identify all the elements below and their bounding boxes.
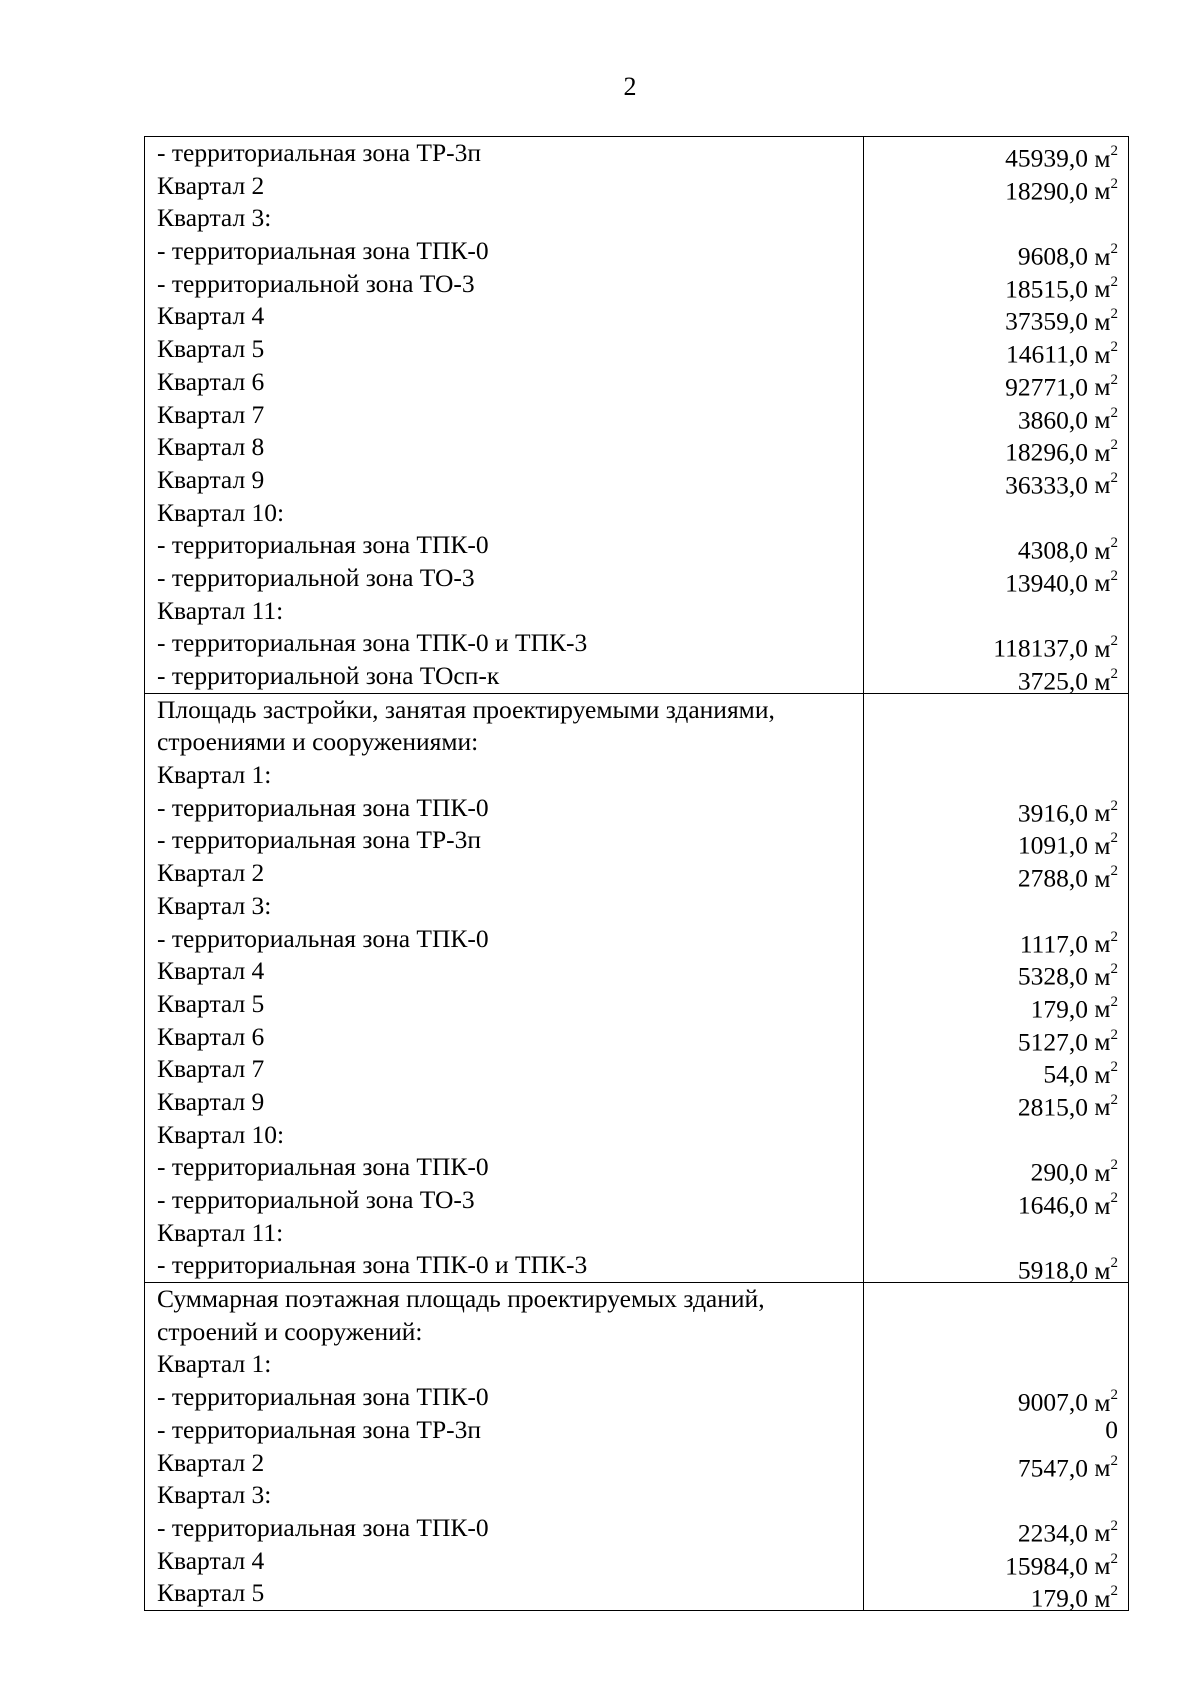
area-unit bbox=[1088, 1092, 1118, 1121]
area-unit bbox=[1088, 340, 1118, 369]
area-unit bbox=[1088, 438, 1118, 467]
area-table-body bbox=[145, 137, 1129, 1611]
row-label: Квартал 3: bbox=[157, 1480, 272, 1510]
row-value bbox=[864, 1512, 1128, 1548]
unit-exponent: 2 bbox=[1110, 1026, 1118, 1043]
unit-symbol: м bbox=[1094, 666, 1111, 696]
unit-symbol: м bbox=[1094, 863, 1111, 893]
row-value bbox=[864, 1283, 1128, 1316]
row-value bbox=[864, 627, 1128, 663]
unit-symbol: м bbox=[1094, 1551, 1111, 1581]
area-unit bbox=[1088, 1191, 1118, 1220]
area-unit bbox=[1088, 962, 1118, 991]
row-label: Квартал 4 bbox=[157, 1545, 265, 1575]
area-unit bbox=[1088, 634, 1118, 663]
row-value bbox=[864, 1053, 1128, 1089]
unit-exponent: 2 bbox=[1110, 567, 1118, 584]
unit-exponent: 2 bbox=[1110, 371, 1118, 388]
unit-symbol: м bbox=[1094, 568, 1111, 598]
unit-symbol: м bbox=[1094, 405, 1111, 434]
area-number: 13940,0 bbox=[1005, 568, 1088, 598]
row-label: - территориальная зона ТПК-0 bbox=[157, 1152, 489, 1182]
unit-symbol: м bbox=[1094, 1453, 1111, 1482]
row-label: Квартал 6 bbox=[157, 1021, 265, 1051]
row-value bbox=[864, 1381, 1128, 1417]
area-unit bbox=[1088, 1518, 1118, 1547]
area-number: 179,0 bbox=[1030, 1583, 1088, 1613]
unit-symbol: м bbox=[1094, 1027, 1111, 1057]
label-cell bbox=[145, 693, 864, 1282]
row-value bbox=[864, 137, 1128, 173]
area-unit bbox=[1088, 1256, 1118, 1285]
area-number: 5328,0 bbox=[1017, 961, 1088, 991]
row-value bbox=[864, 562, 1128, 598]
row-label: - территориальной зона ТО-3 bbox=[157, 1185, 475, 1214]
page-number: 2 bbox=[623, 72, 637, 101]
row-value bbox=[864, 923, 1128, 956]
row-label: - территориальная зона ТПК-0 bbox=[157, 923, 489, 953]
row-label: - территориальная зона ТР-3п bbox=[157, 1414, 482, 1444]
row-label: - территориальная зона ТПК-0 и ТПК-3 bbox=[157, 628, 588, 658]
row-value bbox=[864, 857, 1128, 893]
row-label: Квартал 1: bbox=[157, 760, 272, 790]
area-unit bbox=[1088, 1584, 1118, 1613]
unit-symbol: м bbox=[1094, 830, 1111, 860]
row-value bbox=[864, 333, 1128, 369]
row-value bbox=[864, 726, 1128, 759]
unit-symbol: м bbox=[1094, 241, 1111, 271]
row-label: Квартал 2 bbox=[157, 858, 265, 888]
row-value bbox=[864, 1414, 1128, 1447]
unit-symbol: м bbox=[1094, 798, 1111, 828]
area-unit bbox=[1088, 1027, 1118, 1056]
unit-symbol: м bbox=[1094, 470, 1111, 500]
row-value bbox=[864, 660, 1128, 696]
area-number: 9608,0 bbox=[1017, 241, 1088, 271]
table-section-row bbox=[145, 693, 1129, 1282]
table-section-row bbox=[145, 137, 1129, 694]
unit-exponent: 2 bbox=[1110, 273, 1118, 290]
area-number: 2815,0 bbox=[1017, 1092, 1088, 1122]
row-label: Квартал 8 bbox=[157, 432, 265, 462]
row-label: Квартал 10: bbox=[157, 497, 285, 527]
row-value bbox=[864, 202, 1128, 235]
row-label: строений и сооружений: bbox=[157, 1316, 423, 1346]
area-number: 0 bbox=[1105, 1414, 1118, 1444]
area-unit bbox=[1088, 864, 1118, 893]
row-value bbox=[864, 1151, 1128, 1187]
row-label: - территориальная зона ТПК-0 bbox=[157, 1382, 489, 1412]
unit-symbol: м bbox=[1094, 1059, 1111, 1089]
area-unit bbox=[1088, 568, 1118, 597]
row-label: - территориальная зона ТПК-0 и ТПК-3 bbox=[157, 1250, 588, 1280]
area-unit bbox=[1088, 1158, 1118, 1187]
row-label: - территориальная зона ТПК-0 bbox=[157, 1512, 489, 1542]
row-value bbox=[864, 824, 1128, 860]
area-number: 45939,0 bbox=[1005, 143, 1088, 173]
value-cell bbox=[864, 1283, 1129, 1611]
value-cell bbox=[864, 137, 1129, 694]
row-label: Квартал 3: bbox=[157, 890, 272, 920]
area-number: 2788,0 bbox=[1017, 863, 1088, 893]
unit-exponent: 2 bbox=[1110, 143, 1118, 159]
area-unit bbox=[1088, 1060, 1118, 1089]
area-number: 179,0 bbox=[1030, 994, 1088, 1024]
area-number: 290,0 bbox=[1030, 1157, 1088, 1187]
row-label: - территориальной зона ТОсп-к bbox=[157, 661, 500, 690]
table-section-row bbox=[145, 1283, 1129, 1611]
unit-symbol: м bbox=[1094, 274, 1111, 304]
area-unit bbox=[1088, 667, 1118, 696]
unit-exponent: 2 bbox=[1110, 1190, 1118, 1206]
unit-exponent: 2 bbox=[1110, 928, 1118, 945]
row-label: Квартал 7 bbox=[157, 399, 265, 429]
row-value bbox=[864, 1545, 1128, 1581]
area-number: 3860,0 bbox=[1017, 405, 1088, 434]
row-value bbox=[864, 366, 1128, 402]
row-label: Квартал 6 bbox=[157, 366, 265, 396]
unit-exponent: 2 bbox=[1110, 339, 1118, 356]
unit-symbol: м bbox=[1094, 535, 1111, 565]
row-label: - территориальная зона ТПК-0 bbox=[157, 236, 489, 266]
area-unit bbox=[1088, 1551, 1118, 1580]
area-number: 18515,0 bbox=[1005, 274, 1088, 304]
row-value bbox=[864, 890, 1128, 923]
row-value bbox=[864, 792, 1128, 828]
unit-exponent: 2 bbox=[1110, 633, 1118, 650]
row-value bbox=[864, 431, 1128, 467]
area-unit bbox=[1088, 405, 1118, 434]
area-number: 92771,0 bbox=[1005, 372, 1088, 402]
row-value bbox=[864, 595, 1128, 628]
area-number: 3725,0 bbox=[1017, 666, 1088, 696]
row-value bbox=[864, 235, 1128, 271]
unit-symbol: м bbox=[1094, 994, 1111, 1024]
area-unit bbox=[1088, 372, 1118, 401]
area-number: 18296,0 bbox=[1005, 437, 1088, 467]
row-value bbox=[864, 988, 1128, 1024]
unit-exponent: 2 bbox=[1110, 1091, 1118, 1108]
row-label: Квартал 5 bbox=[157, 1578, 265, 1608]
row-label: Квартал 10: bbox=[157, 1119, 285, 1149]
row-value bbox=[864, 1217, 1128, 1250]
value-cell bbox=[864, 693, 1129, 1285]
unit-exponent: 2 bbox=[1110, 1550, 1118, 1567]
row-label: Квартал 4 bbox=[157, 956, 265, 986]
row-value bbox=[864, 759, 1128, 792]
row-value bbox=[864, 1119, 1128, 1152]
area-unit bbox=[1088, 798, 1118, 827]
row-value bbox=[864, 464, 1128, 500]
area-unit bbox=[1088, 994, 1118, 1023]
unit-symbol: м bbox=[1094, 176, 1111, 206]
unit-exponent: 2 bbox=[1110, 1387, 1118, 1404]
area-unit bbox=[1088, 144, 1118, 173]
row-label: - территориальная зона ТПК-0 bbox=[157, 530, 489, 560]
unit-exponent: 2 bbox=[1110, 1583, 1118, 1600]
area-unit bbox=[1088, 470, 1118, 499]
area-number: 118137,0 bbox=[993, 633, 1088, 663]
row-label: Квартал 5 bbox=[157, 334, 265, 364]
row-value bbox=[864, 1447, 1128, 1480]
row-label: Квартал 1: bbox=[157, 1349, 272, 1379]
row-value bbox=[864, 300, 1128, 336]
row-label: Квартал 7 bbox=[157, 1054, 265, 1084]
label-cell bbox=[145, 1283, 864, 1611]
row-label: Квартал 11: bbox=[157, 1217, 284, 1247]
row-label: - территориальная зона ТПК-0 bbox=[157, 792, 489, 822]
row-label: - территориальной зона ТО-3 bbox=[157, 268, 475, 298]
area-number: 9007,0 bbox=[1017, 1387, 1088, 1417]
unit-exponent: 2 bbox=[1110, 666, 1118, 682]
row-value bbox=[864, 1316, 1128, 1349]
unit-symbol: м bbox=[1094, 633, 1111, 663]
unit-exponent: 2 bbox=[1110, 1059, 1118, 1076]
unit-symbol: м bbox=[1094, 372, 1111, 402]
row-value bbox=[864, 1577, 1128, 1613]
unit-symbol: м bbox=[1094, 143, 1111, 173]
area-number: 1646,0 bbox=[1017, 1190, 1088, 1220]
row-label: Квартал 2 bbox=[157, 170, 265, 200]
unit-exponent: 2 bbox=[1110, 535, 1118, 552]
unit-exponent: 2 bbox=[1110, 1517, 1118, 1534]
unit-symbol: м bbox=[1094, 1255, 1111, 1285]
row-label: Квартал 9 bbox=[157, 1086, 265, 1116]
unit-exponent: 2 bbox=[1110, 797, 1118, 814]
row-value bbox=[864, 694, 1128, 727]
unit-exponent: 2 bbox=[1110, 306, 1118, 323]
row-label: - территориальная зона ТР-3п bbox=[157, 825, 482, 855]
unit-symbol: м bbox=[1094, 929, 1111, 958]
unit-symbol: м bbox=[1094, 437, 1111, 467]
row-label: Квартал 2 bbox=[157, 1447, 265, 1477]
area-number: 1117,0 bbox=[1019, 929, 1088, 958]
unit-exponent: 2 bbox=[1110, 469, 1118, 486]
unit-symbol: м bbox=[1094, 961, 1111, 991]
unit-exponent: 2 bbox=[1110, 404, 1118, 421]
unit-exponent: 2 bbox=[1110, 241, 1118, 258]
row-label: Квартал 3: bbox=[157, 203, 272, 233]
row-value bbox=[864, 1021, 1128, 1057]
unit-symbol: м bbox=[1094, 1157, 1111, 1187]
area-unit bbox=[1088, 831, 1118, 860]
area-number: 15984,0 bbox=[1005, 1551, 1088, 1581]
area-unit bbox=[1088, 1388, 1118, 1417]
area-unit bbox=[1088, 176, 1118, 205]
unit-exponent: 2 bbox=[1110, 1255, 1118, 1272]
row-value bbox=[864, 497, 1128, 530]
row-label: Квартал 11: bbox=[157, 595, 284, 625]
unit-symbol: м bbox=[1094, 339, 1111, 369]
row-value bbox=[864, 1249, 1128, 1285]
unit-exponent: 2 bbox=[1110, 961, 1118, 978]
area-number: 37359,0 bbox=[1005, 306, 1088, 336]
area-number: 54,0 bbox=[1043, 1059, 1088, 1089]
area-number: 18290,0 bbox=[1005, 176, 1088, 206]
unit-symbol: м bbox=[1094, 1518, 1111, 1548]
area-number: 1091,0 bbox=[1017, 830, 1088, 860]
area-number: 14611,0 bbox=[1006, 339, 1088, 369]
unit-symbol: м bbox=[1094, 1092, 1111, 1122]
area-unit bbox=[1088, 242, 1118, 271]
row-value bbox=[864, 268, 1128, 304]
label-cell bbox=[145, 137, 864, 694]
area-number: 5918,0 bbox=[1017, 1255, 1088, 1285]
row-value bbox=[864, 1086, 1128, 1122]
unit-symbol: м bbox=[1094, 1583, 1111, 1613]
area-number: 36333,0 bbox=[1005, 470, 1088, 500]
unit-exponent: 2 bbox=[1110, 830, 1118, 847]
row-label: - территориальной зона ТО-3 bbox=[157, 562, 475, 592]
unit-exponent: 2 bbox=[1110, 175, 1118, 192]
row-label: Квартал 4 bbox=[157, 301, 265, 331]
area-table bbox=[144, 136, 1129, 1611]
unit-exponent: 2 bbox=[1110, 437, 1118, 454]
unit-symbol: м bbox=[1094, 1387, 1111, 1417]
row-value bbox=[864, 170, 1128, 206]
row-label: Площадь застройки, занятая проектируемыми зданиями, bbox=[157, 694, 775, 724]
area-number: 5127,0 bbox=[1017, 1027, 1088, 1057]
area-unit bbox=[1088, 307, 1118, 336]
unit-exponent: 2 bbox=[1110, 993, 1118, 1010]
unit-exponent: 2 bbox=[1110, 1452, 1118, 1469]
area-number: 4308,0 bbox=[1017, 535, 1088, 565]
area-unit bbox=[1088, 1453, 1118, 1482]
unit-symbol: м bbox=[1094, 306, 1111, 336]
area-number: 2234,0 bbox=[1017, 1518, 1088, 1548]
row-value bbox=[864, 1348, 1128, 1381]
row-label: Суммарная поэтажная площадь проектируемых зданий, bbox=[157, 1284, 765, 1314]
area-unit bbox=[1088, 274, 1118, 303]
row-value bbox=[864, 1184, 1128, 1220]
row-label: Квартал 9 bbox=[157, 464, 265, 494]
row-label: строениями и сооружениями: bbox=[157, 727, 479, 757]
area-unit bbox=[1088, 929, 1118, 958]
area-unit bbox=[1088, 536, 1118, 565]
unit-exponent: 2 bbox=[1110, 863, 1118, 880]
row-label: Квартал 5 bbox=[157, 988, 265, 1018]
row-label: - территориальная зона ТР-3п bbox=[157, 138, 482, 167]
area-number: 7547,0 bbox=[1017, 1453, 1088, 1482]
row-value bbox=[864, 529, 1128, 565]
row-value bbox=[864, 399, 1128, 432]
area-number: 3916,0 bbox=[1017, 798, 1088, 828]
row-value bbox=[864, 955, 1128, 991]
unit-symbol: м bbox=[1094, 1190, 1111, 1220]
unit-exponent: 2 bbox=[1110, 1157, 1118, 1174]
row-value bbox=[864, 1479, 1128, 1512]
